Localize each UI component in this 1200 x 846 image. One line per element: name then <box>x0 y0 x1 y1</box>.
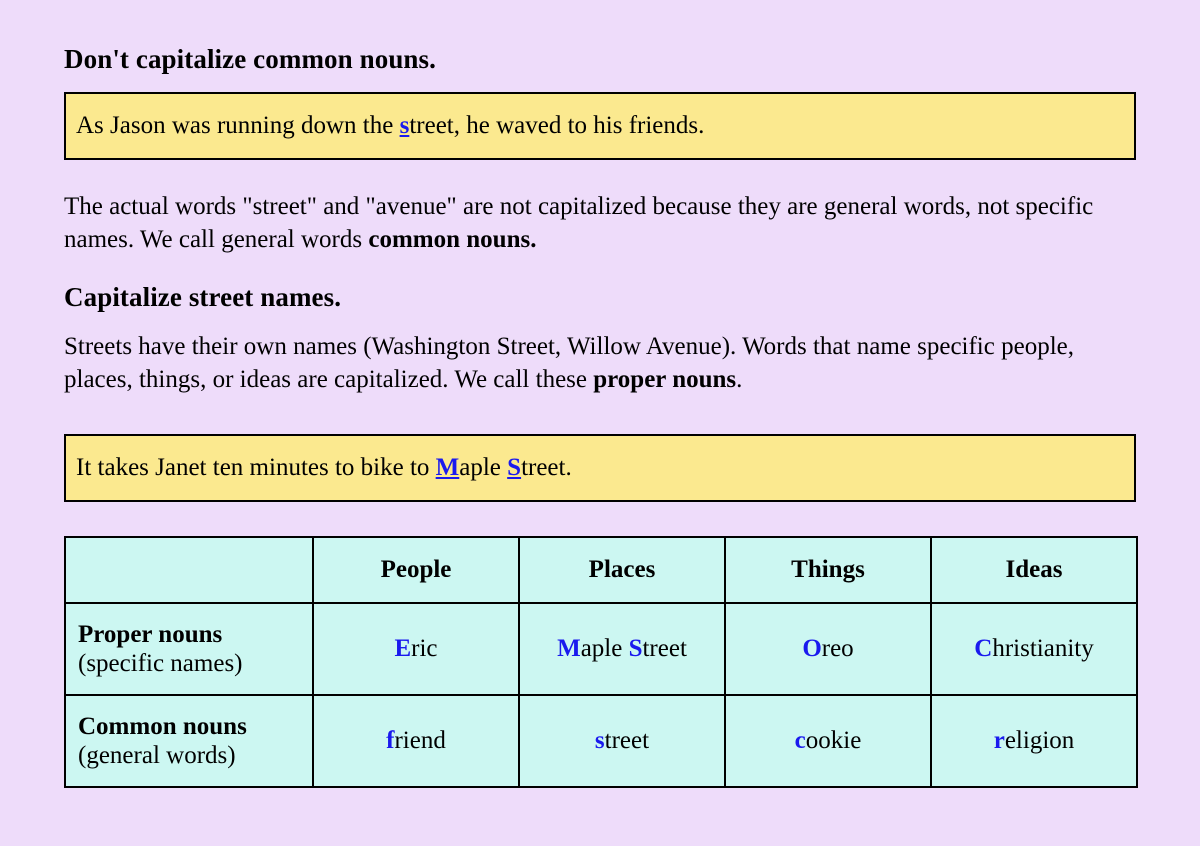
row-header-title: Proper nouns <box>78 620 223 648</box>
cell-rest: ric <box>411 635 438 662</box>
cell-lead-letter: O <box>802 635 822 662</box>
table-column-places: Places <box>519 537 725 603</box>
cell-lead-letter: s <box>594 727 605 754</box>
example-2-text-middle: aple <box>459 454 508 481</box>
table-corner-cell <box>65 537 313 603</box>
cell-common-places <box>519 695 725 787</box>
table-column-ideas: Ideas <box>931 537 1137 603</box>
cell-proper-people <box>313 603 519 695</box>
cell-rest: riend <box>394 727 446 754</box>
example-2-text-after: treet. <box>521 454 572 481</box>
example-1-highlight-letter: s <box>399 112 410 139</box>
spacer <box>64 256 1136 282</box>
cell-rest: treet <box>604 727 650 754</box>
example-sentence-1 <box>64 92 1136 160</box>
nouns-comparison-table <box>64 536 1138 788</box>
row-header-subtitle: (specific names) <box>78 650 243 677</box>
cell-proper-places <box>519 603 725 695</box>
example-2-highlight-letter-2: S <box>507 454 522 481</box>
paragraph-2-part-1: Streets have their own names (Washington Street, Willow Avenue). Words that name specific people, places, things, or ideas are capitalized. We call these <box>64 333 1074 393</box>
cell-lead-letter: E <box>394 635 412 662</box>
paragraph-1-bold-term: common nouns. <box>368 226 537 253</box>
spacer <box>64 502 1136 536</box>
cell-lead-letter-2: S <box>628 635 643 662</box>
cell-lead-letter: c <box>794 727 806 754</box>
spacer <box>64 396 1136 434</box>
table-column-things: Things <box>725 537 931 603</box>
cell-lead-letter: r <box>993 727 1005 754</box>
cell-common-things <box>725 695 931 787</box>
table-column-people: People <box>313 537 519 603</box>
row-header-subtitle: (general words) <box>78 742 236 769</box>
page-title: Don't capitalize common nouns. <box>64 44 437 74</box>
paragraph-common-nouns <box>64 190 1136 256</box>
spacer <box>64 160 1136 190</box>
example-1-text-before: As Jason was running down the <box>76 112 400 139</box>
cell-lead-letter: f <box>386 727 395 754</box>
table-header-row <box>65 537 1137 603</box>
cell-rest: ookie <box>805 727 862 754</box>
row-header-proper-nouns <box>65 603 313 695</box>
example-2-text-before: It takes Janet ten minutes to bike to <box>76 454 436 481</box>
cell-proper-ideas <box>931 603 1137 695</box>
example-2-highlight-letter-1: M <box>435 454 460 481</box>
heading-capitalize-street-names: Capitalize street names. <box>64 282 342 312</box>
cell-rest: aple <box>580 635 629 662</box>
cell-common-people <box>313 695 519 787</box>
paragraph-1-part-1: The actual words "street" and "avenue" are not capitalized because they are general words, not specific names. We call general words <box>64 193 1094 253</box>
cell-rest: hristianity <box>992 635 1094 662</box>
example-1-text-after: treet, he waved to his friends. <box>409 112 705 139</box>
table-row <box>65 695 1137 787</box>
paragraph-2-bold-term: proper nouns <box>593 366 737 393</box>
example-sentence-2 <box>64 434 1136 502</box>
cell-common-ideas <box>931 695 1137 787</box>
cell-lead-letter: M <box>557 635 581 662</box>
paragraph-proper-nouns <box>64 330 1136 396</box>
paragraph-2-part-2: . <box>736 366 743 393</box>
cell-rest: reo <box>821 635 854 662</box>
cell-rest-2: treet <box>642 635 687 662</box>
cell-rest: eligion <box>1004 727 1075 754</box>
row-header-common-nouns <box>65 695 313 787</box>
cell-lead-letter: C <box>974 635 993 662</box>
cell-proper-things <box>725 603 931 695</box>
table-row <box>65 603 1137 695</box>
row-header-title: Common nouns <box>78 712 247 740</box>
